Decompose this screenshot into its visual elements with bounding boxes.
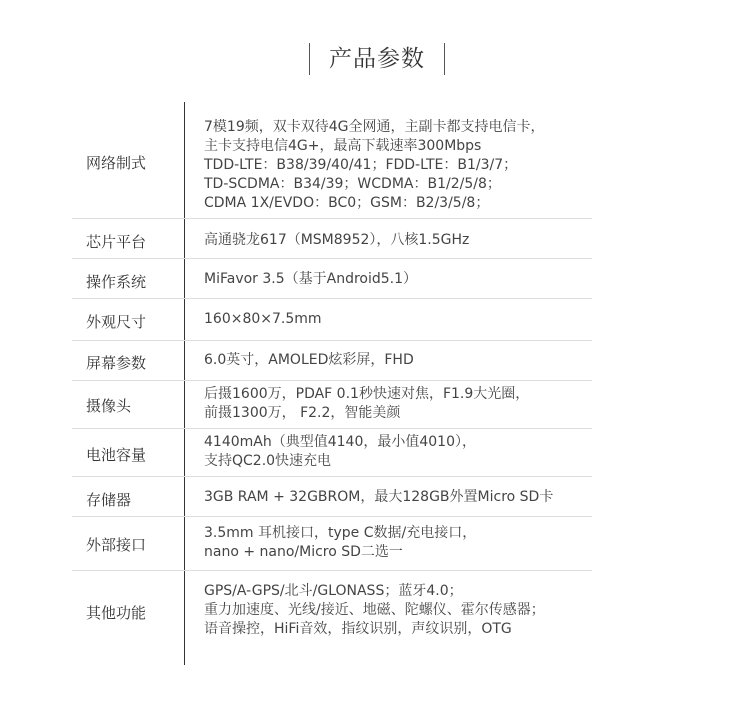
spec-line: 160×80×7.5mm <box>204 311 322 327</box>
spec-line: 支持QC2.0快速充电 <box>204 453 332 469</box>
spec-line: CDMA 1X/EVDO：BC0；GSM：B2/3/5/8； <box>204 195 490 211</box>
spec-label-chipset: 芯片平台 <box>86 233 147 251</box>
spec-value-features <box>204 582 545 639</box>
spec-row-ports <box>72 516 592 570</box>
spec-row-battery <box>72 428 592 476</box>
spec-line: 语音操控，HiFi音效，指纹识别，声纹识别，OTG <box>204 621 512 637</box>
spec-line: 3.5mm 耳机接口，type C数据/充电接口， <box>204 525 477 541</box>
spec-line: MiFavor 3.5（基于Android5.1） <box>204 271 418 287</box>
spec-line: 主卡支持电信4G+，最高下载速率300Mbps <box>204 138 482 154</box>
spec-line: 6.0英寸，AMOLED炫彩屏，FHD <box>204 352 414 368</box>
spec-line: 前摄1300万， F2.2，智能美颜 <box>204 405 401 421</box>
spec-row-chipset <box>72 218 592 258</box>
spec-line: TD-SCDMA：B34/39；WCDMA：B1/2/5/8； <box>204 176 501 192</box>
spec-row-os <box>72 258 592 298</box>
spec-label-os: 操作系统 <box>86 273 147 291</box>
spec-label-ports: 外部接口 <box>86 536 147 554</box>
spec-value-display <box>204 351 414 370</box>
spec-row-storage <box>72 476 592 516</box>
spec-line: 7模19频，双卡双待4G全网通，主副卡都支持电信卡， <box>204 119 545 135</box>
spec-label-camera: 摄像头 <box>86 397 132 415</box>
spec-label-network: 网络制式 <box>86 154 147 172</box>
spec-line: 4140mAh（典型值4140，最小值4010）， <box>204 434 476 450</box>
spec-line: nano + nano/Micro SD二选一 <box>204 544 403 560</box>
spec-row-dimensions <box>72 298 592 340</box>
spec-value-ports <box>204 524 476 562</box>
spec-value-chipset <box>204 231 469 250</box>
spec-value-dimensions <box>204 310 322 329</box>
spec-value-network <box>204 118 544 213</box>
spec-label-battery: 电池容量 <box>86 446 147 464</box>
spec-value-camera <box>204 385 529 423</box>
spec-label-features: 其他功能 <box>86 604 147 622</box>
spec-row-display <box>72 340 592 380</box>
spec-value-storage <box>204 488 553 507</box>
section-title-frame <box>309 43 445 75</box>
spec-line: GPS/A-GPS/北斗/GLONASS；蓝牙4.0； <box>204 583 463 599</box>
spec-row-features <box>72 570 592 650</box>
spec-label-display: 屏幕参数 <box>86 354 147 372</box>
spec-row-camera <box>72 380 592 428</box>
spec-value-battery <box>204 433 476 471</box>
spec-value-os <box>204 270 417 289</box>
spec-label-dimensions: 外观尺寸 <box>86 313 147 331</box>
spec-line: 后摄1600万，PDAF 0.1秒快速对焦，F1.9大光圈， <box>204 386 530 402</box>
spec-line: TDD-LTE：B38/39/40/41；FDD-LTE：B1/3/7； <box>204 157 518 173</box>
spec-row-network <box>72 102 592 218</box>
spec-line: 3GB RAM + 32GBROM，最大128GB外置Micro SD卡 <box>204 489 554 505</box>
section-title: 产品参数 <box>329 46 425 72</box>
spec-label-storage: 存储器 <box>86 491 132 509</box>
spec-line: 重力加速度、光线/接近、地磁、陀螺仪、霍尔传感器； <box>204 602 545 618</box>
spec-line: 高通骁龙617（MSM8952），八核1.5GHz <box>204 232 470 248</box>
